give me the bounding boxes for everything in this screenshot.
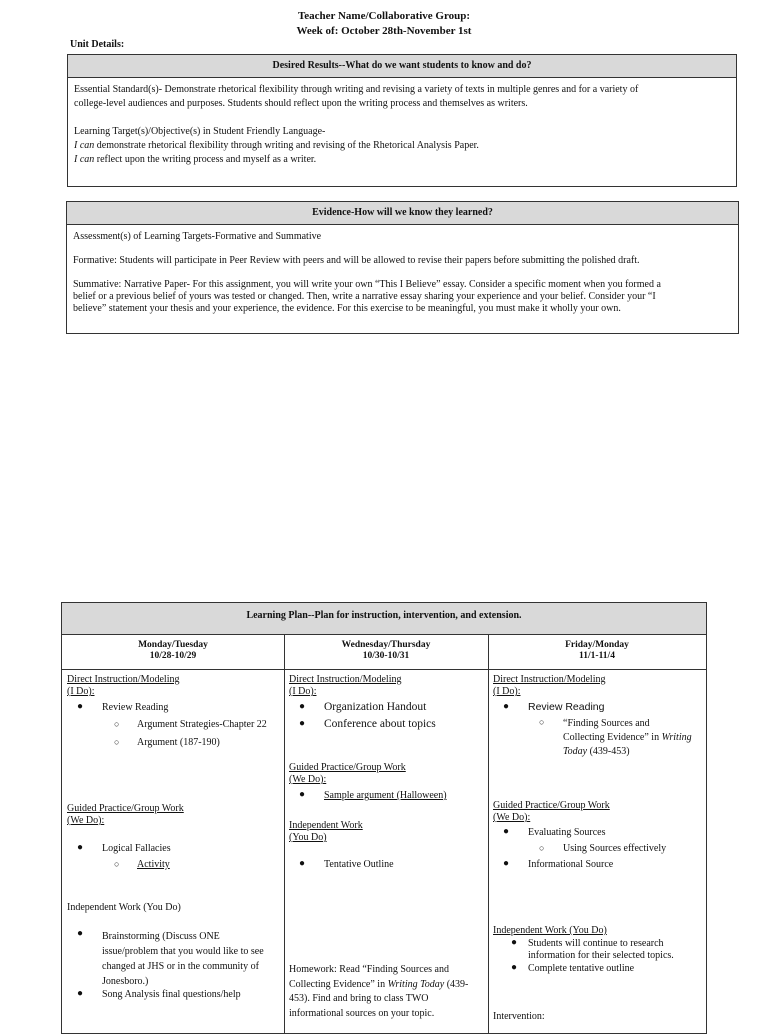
column-date: 10/30-10/31 [362,651,410,661]
homework-text-part: Collecting Evidence” in [289,978,388,990]
list-item: Argument (187-190) [137,737,220,748]
column-date: 10/28-10/29 [149,651,197,661]
bullet-icon: ● [299,858,306,869]
i-can-emphasis: I can [74,140,95,151]
list-item: Conference about topics [324,718,436,730]
essential-standard-line-1: Essential Standard(s)- Demonstrate rhetorical flexibility through writing and revising a variety of texts in multiple genres and for a variety of [74,84,639,95]
list-item: Song Analysis final questions/help [102,989,241,1000]
list-item: Review Reading [102,702,169,713]
assessment-label: Assessment(s) of Learning Targets-Formative and Summative [73,231,322,242]
i-can-statement-2 [74,153,730,167]
list-item: Evaluating Sources [528,827,606,838]
desired-results-title: Desired Results--What do we want students to know and do? [68,55,736,78]
you-do-label: (You Do) [289,832,327,843]
circle-bullet-icon: ○ [114,737,120,747]
we-do-label: (We Do): [493,812,531,823]
list-item: Review Reading [528,701,605,713]
book-title: Writing [661,732,692,743]
homework-line: 453). Find and bring to class TWO [289,993,429,1004]
bullet-icon: ● [511,962,518,973]
friday-column [493,671,703,1033]
sample-argument-link[interactable]: Sample argument (Halloween) [324,790,447,801]
book-title: Writing Today [387,978,445,990]
bullet-icon: ● [503,858,510,869]
i-can-emphasis: I can [74,154,95,165]
document-header [0,9,768,39]
homework-line: informational sources on your topic. [289,1007,435,1019]
evidence-title: Evidence-How will we know they learned? [67,202,738,225]
evidence-box [66,201,739,334]
list-item: Organization Handout [324,701,427,713]
summative-line-2: belief or a previous belief of yours was tested or changed. Then, write a narrative essay sharing your experience and your belief. Consider your “I [73,291,656,302]
homework-line [289,978,468,993]
list-item: Complete tentative outline [528,963,635,974]
activity-link[interactable]: Activity [137,859,170,870]
circle-bullet-icon: ○ [114,859,120,869]
intervention-heading: Intervention: [493,1011,545,1022]
direct-instruction-heading: Direct Instruction/Modeling [289,674,402,685]
i-can-statement-1 [74,139,730,153]
bullet-icon: ● [299,789,306,800]
list-item: Argument Strategies-Chapter 22 [137,719,267,730]
column-day: Monday/Tuesday [138,640,208,650]
bullet-icon: ● [299,701,306,712]
bullet-icon: ● [503,701,510,712]
teacher-name-line: Teacher Name/Collaborative Group: [297,10,471,22]
column-header-monday [62,635,284,670]
wednesday-column [289,671,485,1033]
column-day: Friday/Monday [565,640,629,650]
bullet-icon: ● [511,937,518,948]
desired-results-box [67,54,737,187]
list-item-line: Brainstorming (Discuss ONE [102,931,220,942]
homework-text-part: (439- [444,978,469,990]
summative-text: For this assignment, you will write your own “This I Believe” essay. Consider a specific moment when you formed a [192,279,661,290]
summative-line-3: believe” statement your thesis and your experience, the evidence. For this exercise to be meaningful, you must make it wholly your own. [73,303,621,314]
learning-plan-table [61,602,707,1034]
formative-text: Formative: Students will participate in Peer Review with peers and will be allowed to revise their papers before submitting the polished draft. [73,255,640,266]
list-item-text: Collecting Evidence” in [563,732,662,743]
list-item-line [563,745,692,759]
independent-work-heading: Independent Work (You Do) [493,925,607,936]
direct-instruction-heading: Direct Instruction/Modeling [493,674,606,685]
bullet-icon: ● [77,701,84,712]
bullet-icon: ● [503,826,510,837]
summative-lead: Summative: Narrative Paper- [73,279,193,290]
circle-bullet-icon: ○ [114,719,120,729]
bullet-icon: ● [77,988,84,999]
monday-column [67,671,281,1033]
list-item-line [563,731,692,745]
homework-text [289,963,468,1021]
circle-bullet-icon: ○ [539,717,545,727]
list-item: Logical Fallacies [102,843,171,854]
column-date: 11/1-11/4 [579,651,615,661]
column-divider [488,635,489,1033]
essential-standard-line-2: college-level audiences and purposes. Students should reflect upon the writing process and themselves as writers. [74,98,528,109]
desired-results-body [68,78,736,167]
homework-line: Homework: Read “Finding Sources and [289,964,449,975]
guided-practice-heading: Guided Practice/Group Work [289,762,406,773]
column-day: Wednesday/Thursday [341,640,431,650]
list-item-line: “Finding Sources and [563,718,650,729]
circle-bullet-icon: ○ [539,843,545,853]
list-item-line: issue/problem that you would like to see [102,946,264,957]
unit-details-label: Unit Details: [70,39,125,50]
column-divider [284,635,285,1033]
list-item [563,717,692,759]
evidence-body [67,225,738,315]
column-header-friday [488,635,706,670]
bullet-icon: ● [77,842,84,853]
list-item: Tentative Outline [324,859,394,870]
we-do-label: (We Do): [289,774,327,785]
list-item: Informational Source [528,859,614,870]
bullet-icon: ● [77,928,84,939]
i-do-label: (I Do): [289,686,317,697]
learning-target-label: Learning Target(s)/Objective(s) in Student Friendly Language- [74,126,326,137]
i-can-text: demonstrate rhetorical flexibility through writing and revising of the Rhetorical Analysis Paper. [94,140,479,151]
list-item-line: Students will continue to research [528,938,664,949]
list-item [102,929,264,989]
list-item-line: changed at JHS or in the community of [102,961,259,972]
list-item: Using Sources effectively [563,843,667,854]
list-item-line: information for their selected topics. [528,950,674,961]
list-item [528,938,674,962]
summative-line-1 [73,279,732,291]
independent-work-heading: Independent Work (You Do) [67,902,181,913]
learning-plan-title: Learning Plan--Plan for instruction, intervention, and extension. [62,603,706,635]
i-do-label: (I Do): [67,686,95,697]
list-item-line: Jonesboro.) [102,976,149,987]
independent-work-heading: Independent Work [289,820,363,831]
i-can-text: reflect upon the writing process and myself as a writer. [94,154,317,165]
i-do-label: (I Do): [493,686,521,697]
column-header-wednesday [284,635,488,670]
direct-instruction-heading: Direct Instruction/Modeling [67,674,180,685]
guided-practice-heading: Guided Practice/Group Work [493,800,610,811]
book-title: Today [563,746,588,757]
we-do-label: (We Do): [67,815,105,826]
guided-practice-heading: Guided Practice/Group Work [67,803,184,814]
week-of-line: Week of: October 28th-November 1st [296,25,472,37]
bullet-icon: ● [299,718,306,729]
list-item-text: (439-453) [587,746,630,757]
